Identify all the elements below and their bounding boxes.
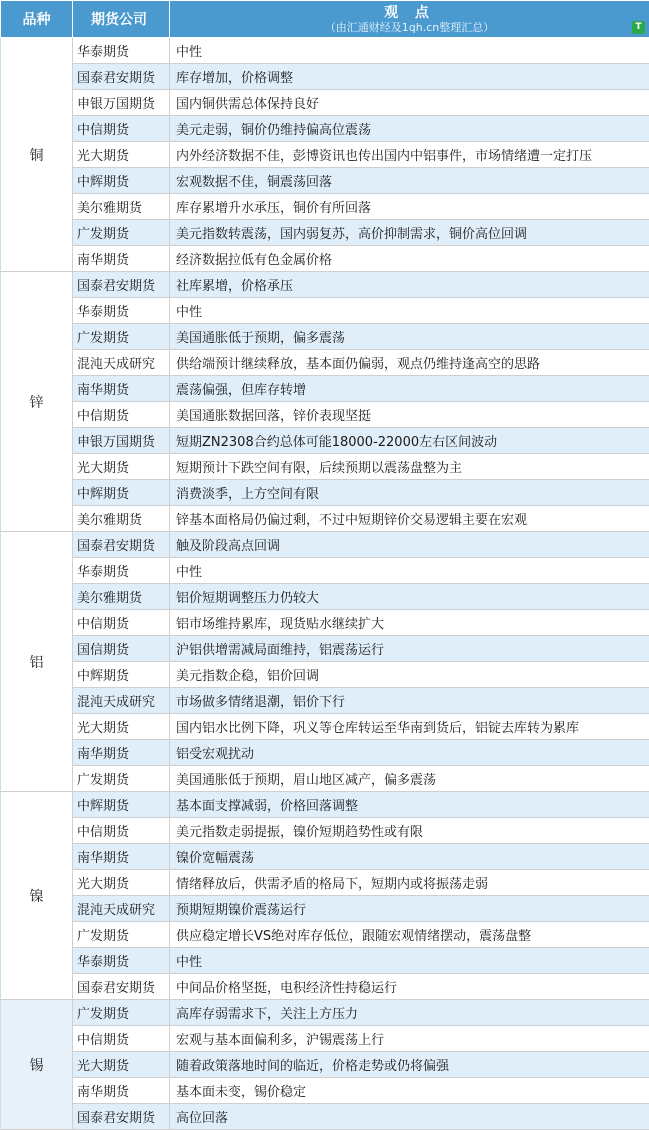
view-cell: 震荡偏强，但库存转增 <box>170 376 649 402</box>
table-row <box>1 454 649 480</box>
table-row <box>1 1000 649 1026</box>
company-cell: 光大期货 <box>73 714 170 740</box>
view-cell: 短期ZN2308合约总体可能18000-22000左右区间波动 <box>170 428 649 454</box>
group-nickel <box>1 792 649 1000</box>
company-cell: 广发期货 <box>73 324 170 350</box>
company-cell: 美尔雅期货 <box>73 584 170 610</box>
view-cell: 镍价宽幅震荡 <box>170 844 649 870</box>
view-cell: 库存增加，价格调整 <box>170 64 649 90</box>
view-cell: 铝价短期调整压力仍较大 <box>170 584 649 610</box>
view-cell: 基本面未变，锡价稳定 <box>170 1078 649 1104</box>
company-cell: 光大期货 <box>73 870 170 896</box>
category-cell: 锌 <box>1 272 73 532</box>
company-cell: 中信期货 <box>73 116 170 142</box>
company-cell: 中辉期货 <box>73 168 170 194</box>
company-cell: 国泰君安期货 <box>73 1104 170 1130</box>
table-row <box>1 246 649 272</box>
company-cell: 南华期货 <box>73 246 170 272</box>
company-cell: 中信期货 <box>73 610 170 636</box>
table-row <box>1 506 649 532</box>
table-row <box>1 844 649 870</box>
company-cell: 广发期货 <box>73 766 170 792</box>
table-row <box>1 428 649 454</box>
view-cell: 经济数据拉低有色金属价格 <box>170 246 649 272</box>
company-cell: 国泰君安期货 <box>73 272 170 298</box>
view-cell: 铝市场维持累库，现货贴水继续扩大 <box>170 610 649 636</box>
view-cell: 铝受宏观扰动 <box>170 740 649 766</box>
view-cell: 中性 <box>170 38 649 64</box>
company-cell: 中信期货 <box>73 818 170 844</box>
view-cell: 中间品价格坚挺，电积经济性持稳运行 <box>170 974 649 1000</box>
table-row <box>1 688 649 714</box>
table-row <box>1 896 649 922</box>
company-cell: 光大期货 <box>73 142 170 168</box>
table-row <box>1 64 649 90</box>
table-row <box>1 922 649 948</box>
company-cell: 混沌天成研究 <box>73 896 170 922</box>
table-row <box>1 116 649 142</box>
view-cell: 美元指数转震荡，国内弱复苏，高价抑制需求，铜价高位回调 <box>170 220 649 246</box>
company-cell: 华泰期货 <box>73 558 170 584</box>
table-row <box>1 740 649 766</box>
view-cell: 中性 <box>170 948 649 974</box>
header-category: 品种 <box>1 1 73 38</box>
company-cell: 国泰君安期货 <box>73 974 170 1000</box>
translate-badge-icon[interactable]: T <box>632 21 645 34</box>
company-cell: 华泰期货 <box>73 298 170 324</box>
view-cell: 情绪释放后，供需矛盾的格局下，短期内或将振荡走弱 <box>170 870 649 896</box>
view-cell: 中性 <box>170 298 649 324</box>
table-row <box>1 194 649 220</box>
view-cell: 随着政策落地时间的临近，价格走势或仍将偏强 <box>170 1052 649 1078</box>
group-aluminum <box>1 532 649 792</box>
header-company: 期货公司 <box>73 1 170 38</box>
company-cell: 混沌天成研究 <box>73 350 170 376</box>
view-cell: 内外经济数据不佳，彭博资讯也传出国内中铝事件，市场情绪遭一定打压 <box>170 142 649 168</box>
company-cell: 申银万国期货 <box>73 90 170 116</box>
category-cell: 铝 <box>1 532 73 792</box>
view-cell: 市场做多情绪退潮，铝价下行 <box>170 688 649 714</box>
table-row <box>1 610 649 636</box>
company-cell: 广发期货 <box>73 220 170 246</box>
view-cell: 锌基本面格局仍偏过剩，不过中短期锌价交易逻辑主要在宏观 <box>170 506 649 532</box>
table-row <box>1 532 649 558</box>
table-row <box>1 272 649 298</box>
company-cell: 华泰期货 <box>73 38 170 64</box>
company-cell: 广发期货 <box>73 922 170 948</box>
company-cell: 中信期货 <box>73 402 170 428</box>
view-cell: 宏观数据不佳，铜震荡回落 <box>170 168 649 194</box>
table-row <box>1 662 649 688</box>
table-row <box>1 324 649 350</box>
company-cell: 中信期货 <box>73 1026 170 1052</box>
company-cell: 南华期货 <box>73 844 170 870</box>
table-row <box>1 298 649 324</box>
table-row <box>1 38 649 64</box>
view-cell: 美国通胀低于预期，偏多震荡 <box>170 324 649 350</box>
view-cell: 供应稳定增长VS绝对库存低位，跟随宏观情绪摆动，震荡盘整 <box>170 922 649 948</box>
company-cell: 中辉期货 <box>73 662 170 688</box>
company-cell: 光大期货 <box>73 454 170 480</box>
table-row <box>1 402 649 428</box>
view-cell: 供给端预计继续释放，基本面仍偏弱，观点仍维持逢高空的思路 <box>170 350 649 376</box>
company-cell: 光大期货 <box>73 1052 170 1078</box>
header-view-title: 观 点 <box>384 5 435 21</box>
view-cell: 消费淡季，上方空间有限 <box>170 480 649 506</box>
table-row <box>1 168 649 194</box>
view-cell: 社库累增，价格承压 <box>170 272 649 298</box>
table-row <box>1 766 649 792</box>
category-cell: 镍 <box>1 792 73 1000</box>
view-cell: 预期短期镍价震荡运行 <box>170 896 649 922</box>
company-cell: 国信期货 <box>73 636 170 662</box>
view-cell: 中性 <box>170 558 649 584</box>
group-tin <box>1 1000 649 1130</box>
company-cell: 广发期货 <box>73 1000 170 1026</box>
company-cell: 华泰期货 <box>73 948 170 974</box>
company-cell: 南华期货 <box>73 376 170 402</box>
company-cell: 中辉期货 <box>73 792 170 818</box>
group-zinc <box>1 272 649 532</box>
view-cell: 沪铝供增需减局面维持，铝震荡运行 <box>170 636 649 662</box>
table-row <box>1 636 649 662</box>
company-cell: 美尔雅期货 <box>73 506 170 532</box>
table-row <box>1 90 649 116</box>
company-cell: 申银万国期货 <box>73 428 170 454</box>
company-cell: 美尔雅期货 <box>73 194 170 220</box>
company-cell: 国泰君安期货 <box>73 64 170 90</box>
header-view-subtitle: （由汇通财经及1qh.cn整理汇总） <box>324 21 495 34</box>
view-cell: 国内铝水比例下降，巩义等仓库转运至华南到货后，铝锭去库转为累库 <box>170 714 649 740</box>
table-row <box>1 948 649 974</box>
view-cell: 高位回落 <box>170 1104 649 1130</box>
table-row <box>1 818 649 844</box>
table-row <box>1 1026 649 1052</box>
view-cell: 高库存弱需求下，关注上方压力 <box>170 1000 649 1026</box>
view-cell: 美元指数走弱提振，镍价短期趋势性或有限 <box>170 818 649 844</box>
table-row <box>1 584 649 610</box>
view-cell: 库存累增升水承压，铜价有所回落 <box>170 194 649 220</box>
table-row <box>1 142 649 168</box>
header-row <box>1 1 649 38</box>
company-cell: 国泰君安期货 <box>73 532 170 558</box>
view-cell: 触及阶段高点回调 <box>170 532 649 558</box>
view-cell: 短期预计下跌空间有限，后续预期以震荡盘整为主 <box>170 454 649 480</box>
company-cell: 南华期货 <box>73 740 170 766</box>
table-row <box>1 220 649 246</box>
view-cell: 美国通胀数据回落，锌价表现坚挺 <box>170 402 649 428</box>
view-cell: 基本面支撑减弱，价格回落调整 <box>170 792 649 818</box>
table-row <box>1 350 649 376</box>
view-cell: 宏观与基本面偏利多，沪锡震荡上行 <box>170 1026 649 1052</box>
table-row <box>1 974 649 1000</box>
category-cell: 铜 <box>1 38 73 272</box>
category-cell: 锡 <box>1 1000 73 1130</box>
table-row <box>1 792 649 818</box>
table-row <box>1 1052 649 1078</box>
view-cell: 美元指数企稳，铝价回调 <box>170 662 649 688</box>
table-row <box>1 870 649 896</box>
table-row <box>1 558 649 584</box>
table-row <box>1 1104 649 1130</box>
company-cell: 中辉期货 <box>73 480 170 506</box>
company-cell: 混沌天成研究 <box>73 688 170 714</box>
table-row <box>1 1078 649 1104</box>
header-view <box>170 1 649 38</box>
table-row <box>1 714 649 740</box>
view-cell: 美国通胀低于预期，眉山地区减产，偏多震荡 <box>170 766 649 792</box>
table-row <box>1 376 649 402</box>
group-copper <box>1 38 649 272</box>
view-cell: 美元走弱，铜价仍维持偏高位震荡 <box>170 116 649 142</box>
company-cell: 南华期货 <box>73 1078 170 1104</box>
table-row <box>1 480 649 506</box>
view-cell: 国内铜供需总体保持良好 <box>170 90 649 116</box>
